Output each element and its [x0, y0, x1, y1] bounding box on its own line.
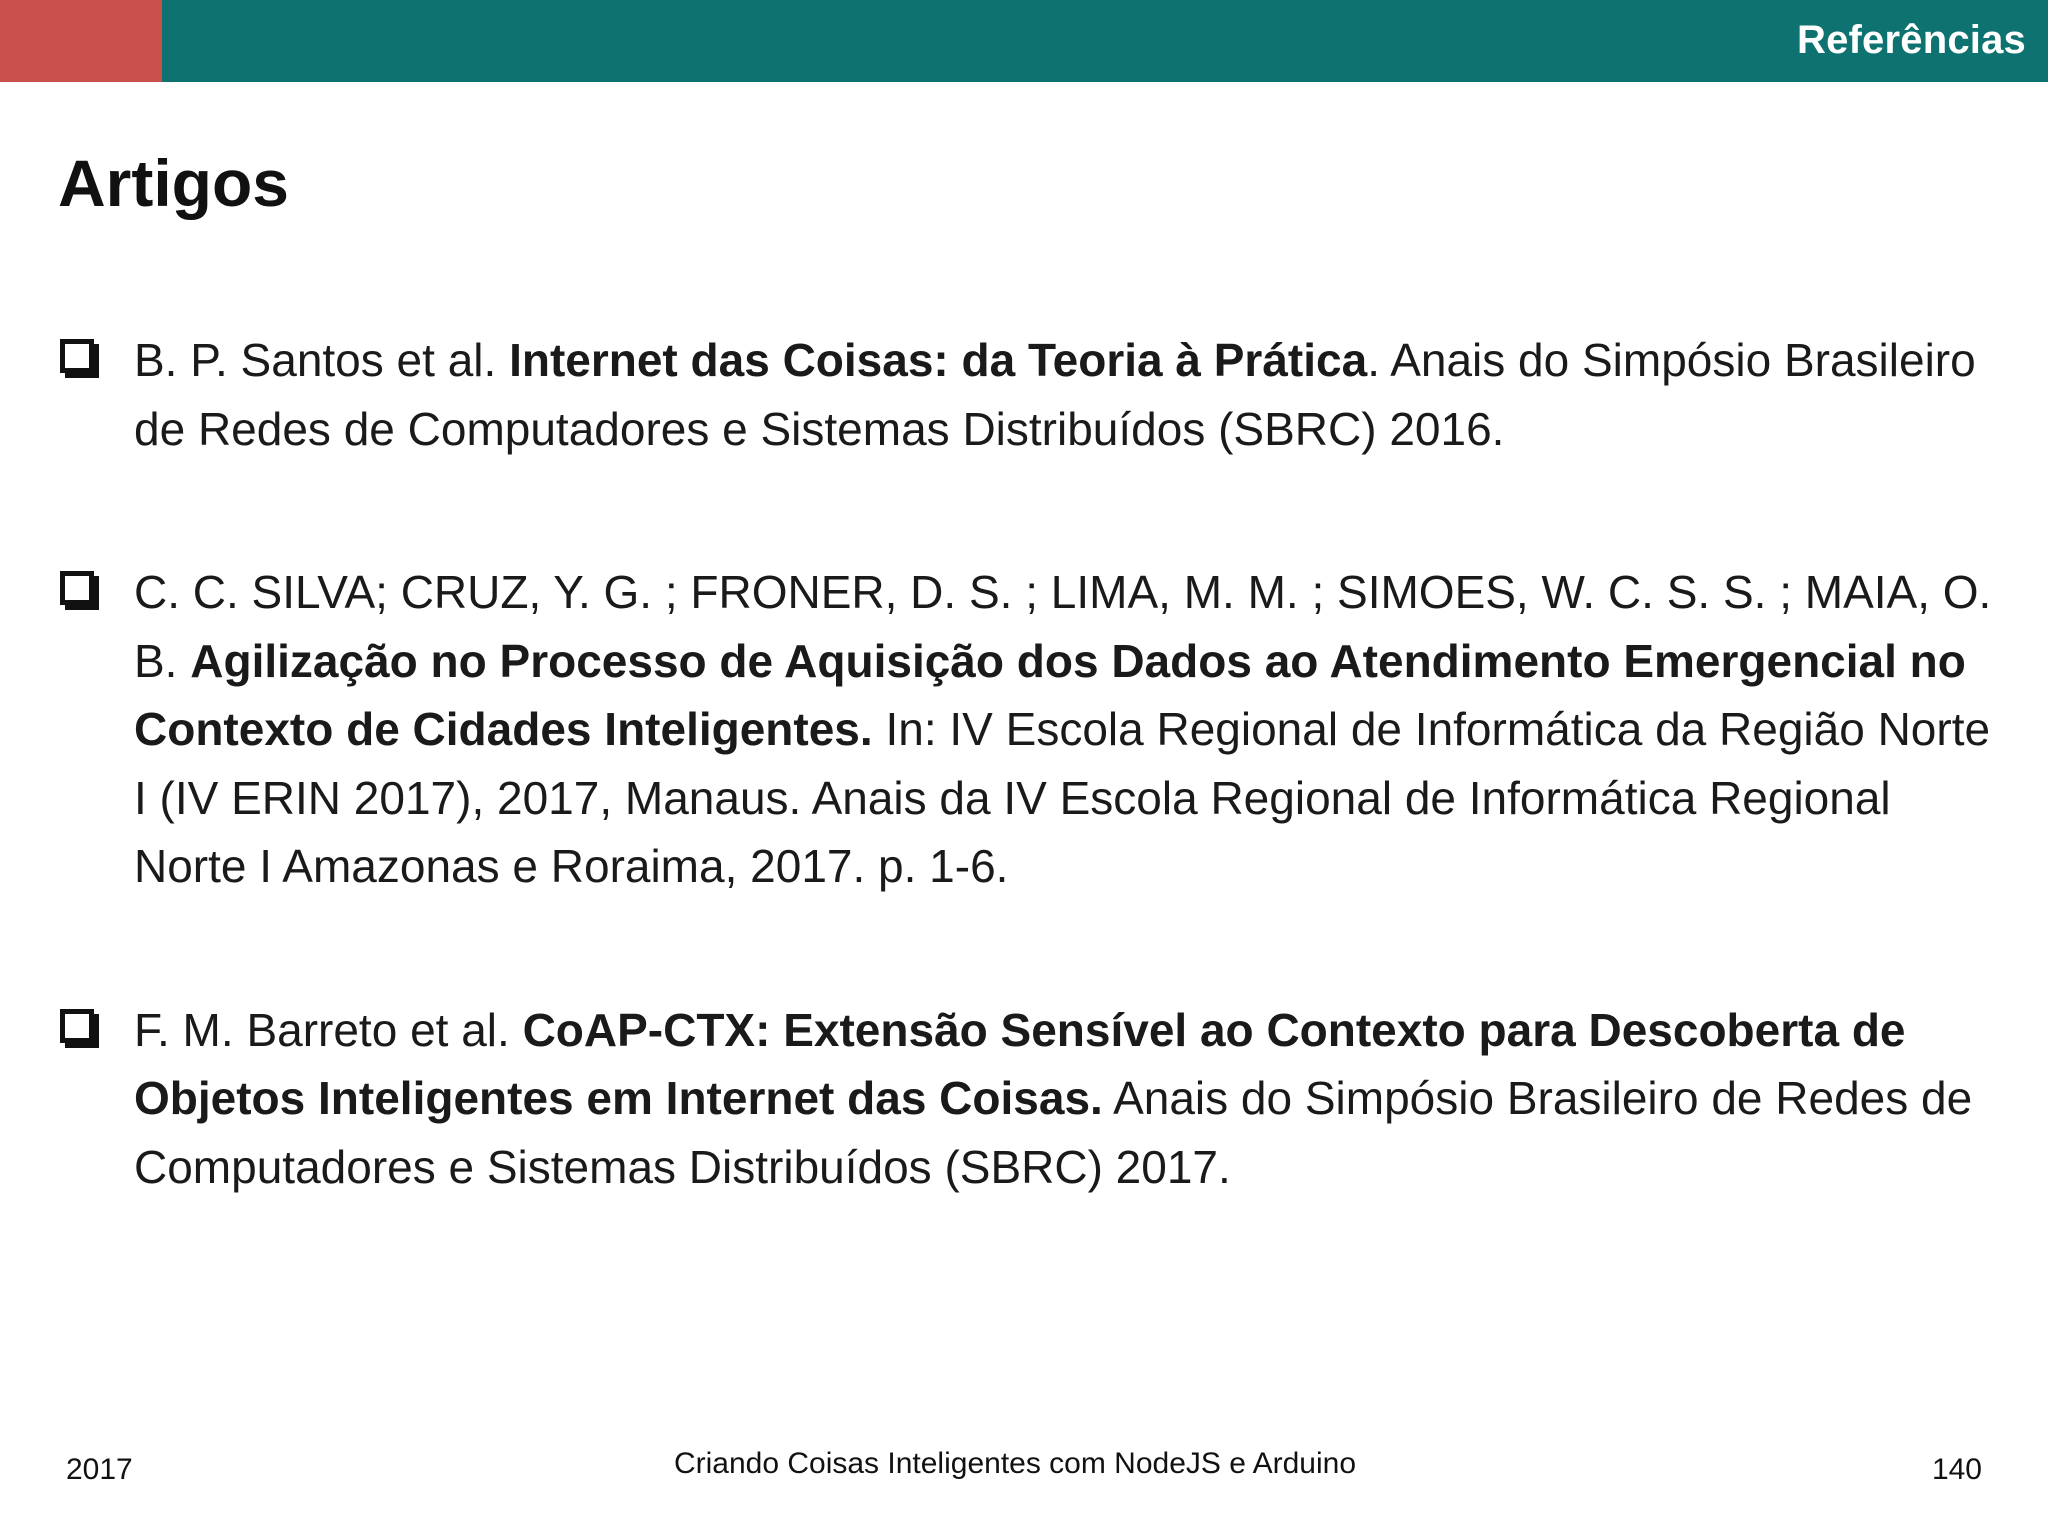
reference-authors: F. M. Barreto et al. — [134, 1003, 510, 1056]
checkbox-bullet-icon — [60, 339, 94, 373]
checkbox-bullet-icon — [60, 571, 94, 605]
page-number: 140 — [1931, 1453, 1982, 1486]
footer-course-title: Criando Coisas Inteligentes com NodeJS e Arduino — [673, 1447, 1357, 1480]
reference-details: In: IV Escola Regional de Informática da Região Norte I (IV ERIN 2017), 2017, Manaus. Anais da IV Escola Regional de Informática Regional Norte I Amazonas e Roraima, 2017. p. 1-6. — [134, 703, 1991, 892]
reference-item — [58, 996, 2008, 1202]
reference-title: CoAP-CTX: Extensão Sensível ao Contexto para Descoberta de Objetos Inteligentes em Internet das Coisas. — [134, 1003, 1906, 1124]
reference-details: . Anais do Simpósio Brasileiro de Redes de Computadores e Sistemas Distribuídos (SBRC) 2016. — [134, 334, 1976, 455]
reference-list — [58, 326, 2008, 1201]
reference-title: Internet das Coisas: da Teoria à Prática — [509, 334, 1368, 386]
section-label: Referências — [1797, 18, 2026, 62]
reference-title: Agilização no Processo de Aquisição dos Dados ao Atendimento Emergencial no Contexto de Cidades Inteligentes. — [134, 634, 1966, 755]
reference-authors: C. C. SILVA; CRUZ, Y. G. ; FRONER, D. S. ; LIMA, M. M. ; SIMOES, W. C. S. S. ; MAIA, O. B. — [134, 566, 1992, 687]
slide-title: Artigos — [58, 146, 289, 220]
footer-year: 2017 — [66, 1453, 133, 1486]
checkbox-bullet-icon — [60, 1009, 94, 1043]
header-accent-block — [0, 0, 162, 82]
header-bar — [0, 0, 2048, 82]
reference-item — [58, 558, 2008, 901]
reference-item — [58, 326, 2008, 463]
reference-details: Anais do Simpósio Brasileiro de Redes de Computadores e Sistemas Distribuídos (SBRC) 2017. — [134, 1072, 1973, 1193]
reference-authors: B. P. Santos et al. — [134, 334, 497, 386]
